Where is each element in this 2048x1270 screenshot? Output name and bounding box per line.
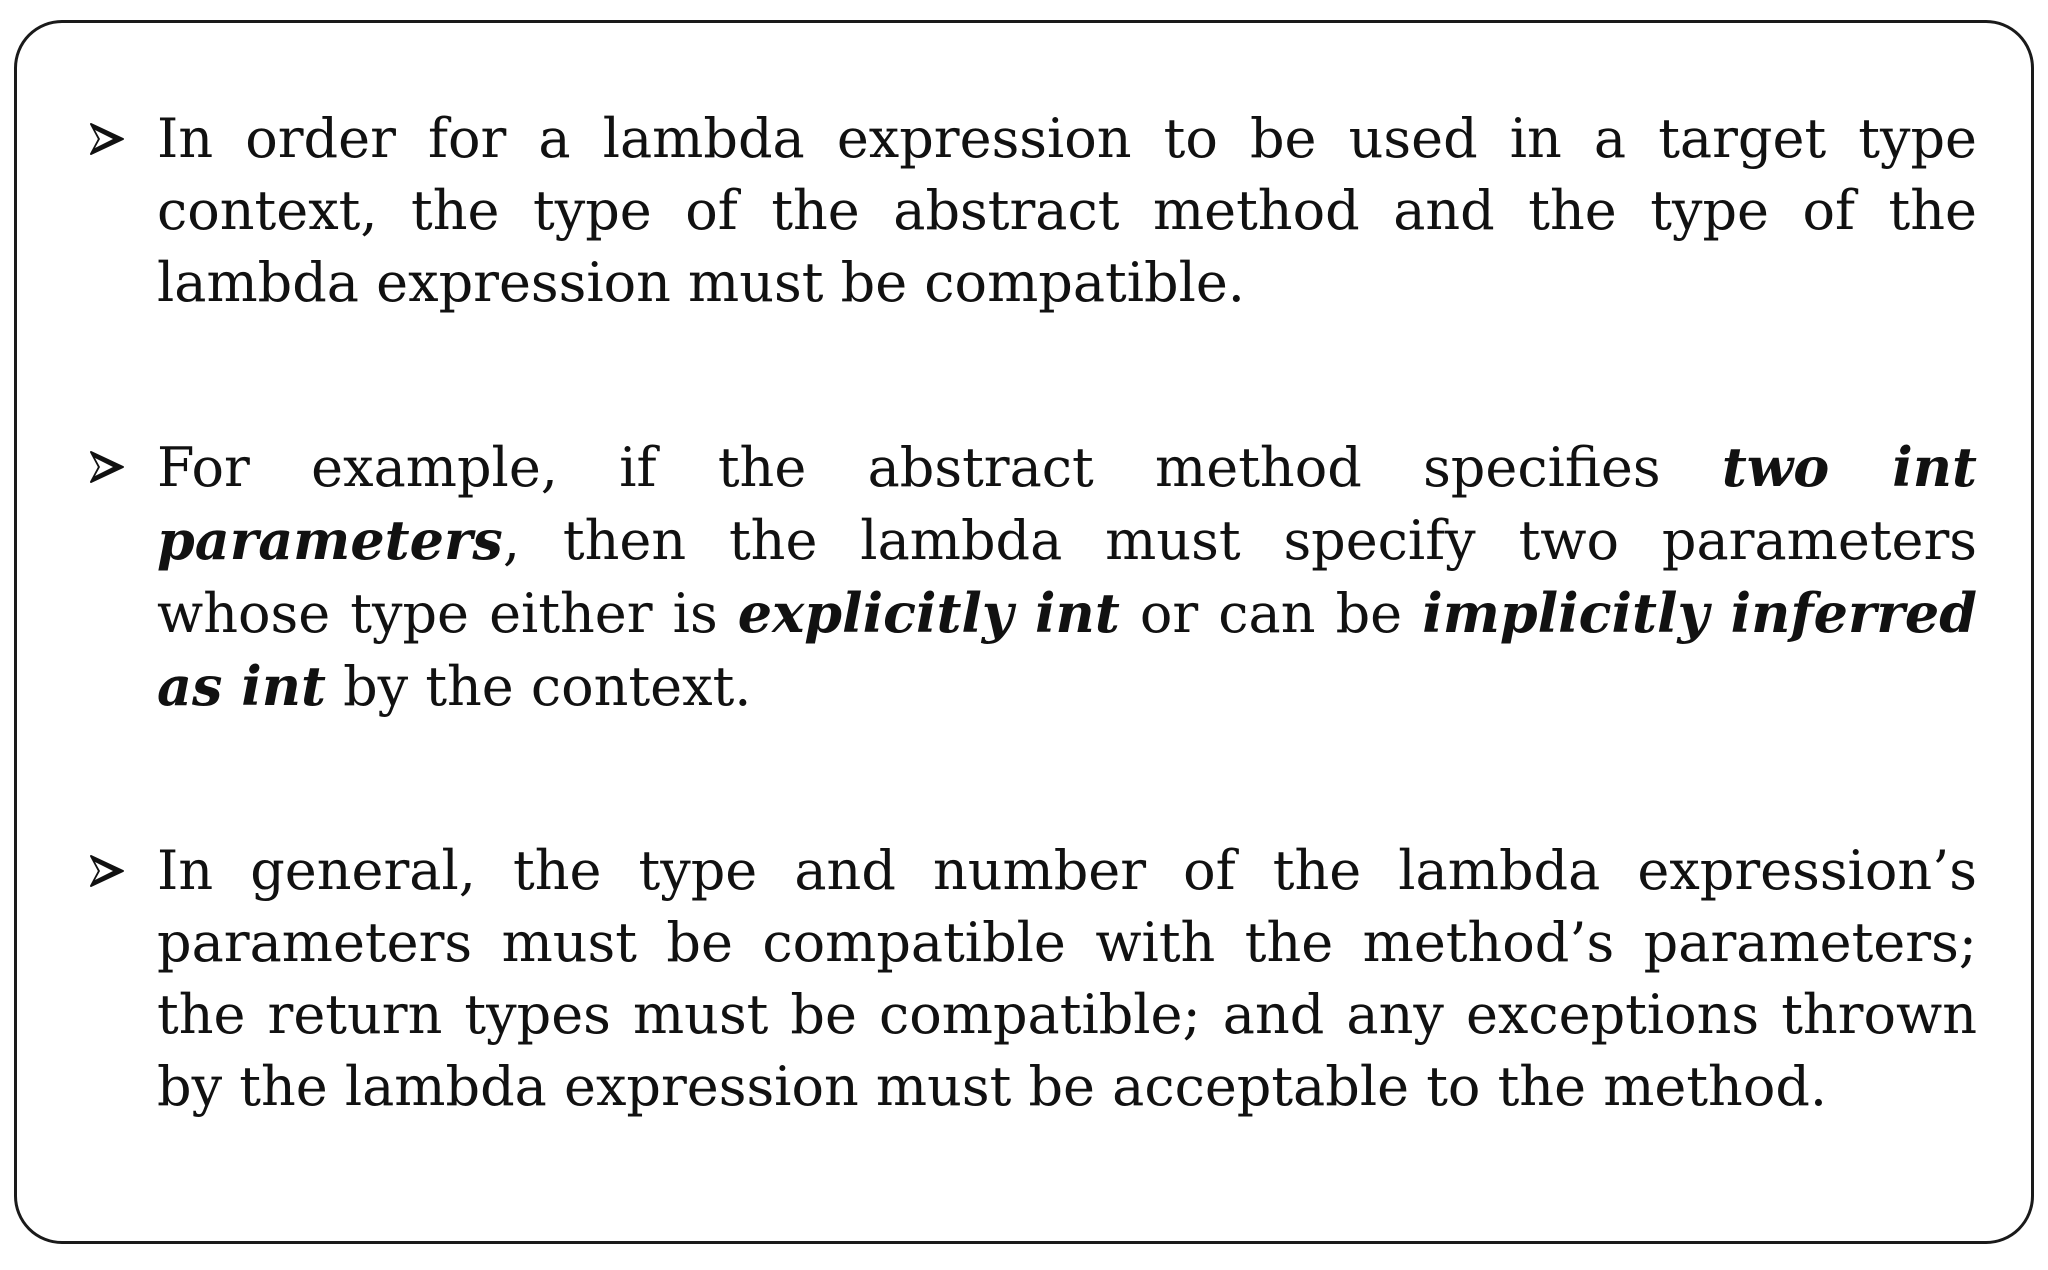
bullet-item: [77, 103, 1977, 319]
arrowhead-bullet-icon: [85, 103, 129, 175]
text-segment: In general, the type and number of the lambda expression’s parameters must be compatible with the method’s parameters; the return types must be compatible; and any exceptions thrown by the lambda expression must be acceptable to the method.: [157, 839, 1977, 1118]
emphasized-text: implicitly inferred as int: [157, 581, 1977, 718]
bullet-text: [157, 436, 1977, 718]
bullet-list: [77, 103, 1977, 1123]
text-segment: , then the lambda must specify two parameters whose type either is: [157, 509, 1977, 645]
bullet-item: [77, 835, 1977, 1123]
text-segment: by the context.: [325, 655, 752, 718]
emphasized-text: two int parameters: [157, 435, 1977, 572]
bullet-item: [77, 431, 1977, 723]
content-frame: [14, 20, 2034, 1244]
emphasized-text: explicitly int: [737, 581, 1120, 645]
arrowhead-bullet-icon: [85, 835, 129, 907]
text-segment: or can be: [1119, 582, 1423, 645]
text-segment: In order for a lambda expression to be used in a target type context, the type of the abstract method and the type of the lambda expression must be compatible.: [157, 107, 1977, 314]
text-segment: For example, if the abstract method specifies: [157, 436, 1722, 499]
bullet-text: [157, 107, 1977, 314]
arrowhead-bullet-icon: [85, 431, 129, 503]
bullet-text: [157, 839, 1977, 1118]
